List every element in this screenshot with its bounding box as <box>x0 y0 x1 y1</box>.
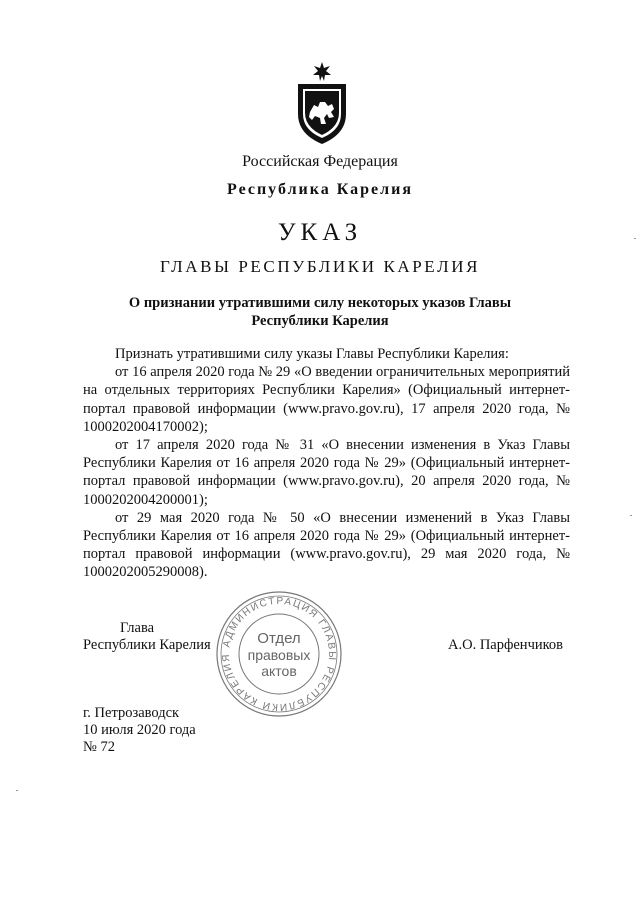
body-intro: Признать утратившими силу указы Главы Республики Карелия: <box>115 346 509 362</box>
place-of-signing: г. Петрозаводск <box>83 705 180 721</box>
document-title <box>0 294 640 330</box>
country-name: Российская Федерация <box>242 153 398 170</box>
signatory-name: А.О. Парфенчиков <box>448 637 564 653</box>
title-line-2: Республики Карелия <box>251 313 389 329</box>
scan-speck <box>16 790 18 791</box>
signatory-position-line-2: Республики Карелия <box>83 637 211 653</box>
document-body <box>83 345 570 582</box>
stamp-center-line-2: правовых <box>247 647 311 663</box>
karelia-coat-of-arms-icon <box>296 62 348 144</box>
document-number: № 72 <box>83 739 115 755</box>
scan-speck <box>630 515 632 516</box>
official-stamp <box>214 589 344 719</box>
title-line-1: О признании утратившими силу некоторых указов Главы <box>128 295 512 311</box>
document-type: УКАЗ <box>277 219 363 246</box>
body-item: от 29 мая 2020 года № 50 «О внесении изменений в Указ Главы Республики Карелия от 16 апреля 2020 года № 29» (Официальный интернет-портал правовой информации (www.pravo.gov.ru), 29 мая 2020 года, № 1000202005290008). <box>83 509 570 581</box>
scan-speck <box>634 238 636 239</box>
stamp-ring-text: АДМИНИСТРАЦИЯ ГЛАВЫ РЕСПУБЛИКИ КАРЕЛИЯ <box>220 595 338 713</box>
body-item: от 16 апреля 2020 года № 29 «О введении ограничительных мероприятий на отдельных территориях Республики Карелия» (Официальный интернет-портал правовой информации (www.pravo.gov.ru), 17 апреля 2020 года, № 1000202004170002); <box>83 364 570 435</box>
body-item: от 17 апреля 2020 года № 31 «О внесении изменения в Указ Главы Республики Карелия от 16 апреля 2020 года № 29» (Официальный интернет-портал правовой информации (www.pravo.gov.ru), 20 апреля 2020 года, № 1000202004200001); <box>83 437 570 508</box>
document-date: 10 июля 2020 года <box>83 722 196 738</box>
issuer-line: ГЛАВЫ РЕСПУБЛИКИ КАРЕЛИЯ <box>159 257 481 276</box>
stamp-center-line-1: Отдел <box>257 630 301 647</box>
republic-name: Республика Карелия <box>227 181 413 198</box>
signatory-position-line-1: Глава <box>120 620 155 636</box>
stamp-center-line-3: актов <box>261 663 297 679</box>
